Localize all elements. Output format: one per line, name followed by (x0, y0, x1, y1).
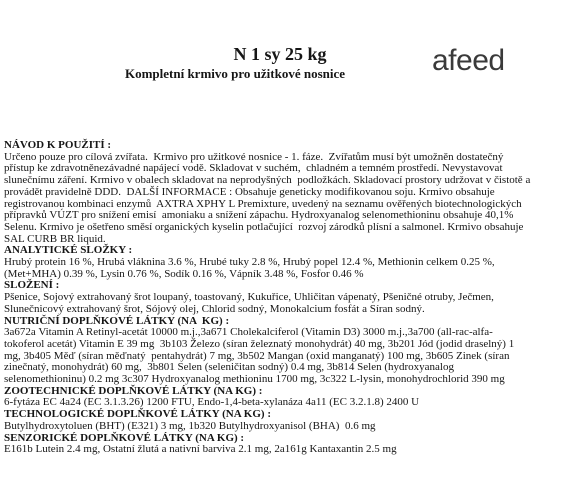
nutritional-line: mg, 3b405 Měď (síran měďnatý pentahydrát) 7 mg, 3b502 Mangan (oxid manganatý) 100 mg, 3b605 Zinek (síran (4, 349, 510, 362)
sensory-line: E161b Lutein 2.4 mg, Ostatní žlutá a nativní barviva 2.1 mg, 2a161g Kantaxantin 2.5 mg (4, 443, 397, 456)
usage-heading: NÁVOD K POUŽITÍ : (4, 139, 112, 151)
usage-section (4, 140, 570, 245)
usage-line: SAL CURB BR liquid. (4, 232, 106, 245)
usage-line: slunečnímu záření. Krmivo v obalech skladovat na neprodyšných podložkách. Skladovací prostory udržovat v čistotě a (4, 174, 531, 187)
nutritional-heading: NUTRIČNÍ DOPLŇKOVÉ LÁTKY (NA KG) : (4, 314, 230, 327)
product-subtitle: Kompletní krmivo pro užitkové nosnice (124, 66, 346, 81)
sensory-section (4, 433, 570, 456)
usage-line: přípravků VÚZT pro snížení emisí amoniaku a snížení zápachu. Hydroxyanalog selenomethioninu obsahuje 40,1% (4, 209, 514, 222)
usage-line: Určeno pouze pro cílová zvířata. Krmivo pro užitkové nosnice - 1. fáze. Zvířatům musí být umožněn dostatečný (4, 150, 504, 163)
analytical-line: Hrubý protein 16 %, Hrubá vláknina 3.6 %, Hrubé tuky 2.8 %, Hrubý popel 12.4 %, Methionin celkem 0.25 %, (4, 256, 495, 269)
analytical-heading: ANALYTICKÉ SLOŽKY : (4, 244, 133, 257)
composition-section (4, 280, 570, 315)
usage-line: Selenu. Krmivo je ošetřeno směsí organických kyselin potlačující rozvoj zárodků plísní a salmonel. Krmivo obsahuje (4, 220, 524, 233)
zootechnical-section (4, 386, 570, 409)
composition-heading: SLOŽENÍ : (4, 279, 60, 292)
analytical-line: (Met+MHA) 0.39 %, Lysin 0.76 %, Sodík 0.16 %, Vápník 3.48 %, Fosfor 0.46 % (4, 267, 364, 280)
afeed-logo: afeed (432, 44, 505, 77)
label-body (4, 140, 570, 456)
technological-section (4, 409, 570, 432)
nutritional-line: 3a672a Vitamin A Retinyl-acetát 10000 m.j.,3a671 Cholekalciferol (Vitamin D3) 3000 m.j.,3a700 (all-rac-alfa- (4, 326, 493, 339)
product-title: N 1 sy 25 kg (233, 44, 327, 64)
composition-line: Pšenice, Sojový extrahovaný šrot loupaný, toastovaný, Kukuřice, Uhličitan vápenatý, Pšeničné otruby, Ječmen, (4, 291, 494, 304)
composition-line: Slunečnicový extrahovaný šrot, Sójový olej, Chlorid sodný, Monokalcium fosfát a Síran sodný. (4, 302, 425, 315)
analytical-section (4, 245, 570, 280)
zootechnical-line: 6-fytáza EC 4a24 (EC 3.1.3.26) 1200 FTU, Endo-1,4-beta-xylanáza 4a11 (EC 3.2.1.8) 2400 U (4, 396, 420, 409)
nutritional-section (4, 316, 570, 386)
nutritional-line: selenomethioninu) 0.2 mg 3c307 Hydroxyanalog methioninu 1700 mg, 3c322 L-lysin, monohydrochlorid 390 mg (4, 373, 505, 386)
technological-heading: TECHNOLOGICKÉ DOPLŇKOVÉ LÁTKY (NA KG) : (4, 408, 271, 421)
nutritional-line: zinečnatý, monohydrát) 60 mg, 3b801 Selen (seleničitan sodný) 0.4 mg, 3b814 Selen (hydroxyanalog (4, 361, 454, 374)
nutritional-line: tokoferol acetát) Vitamin E 39 mg 3b103 Železo (síran železnatý monohydrát) 40 mg, 3b201 Jód (jodid draselný) 1 (4, 337, 515, 350)
technological-line: Butylhydroxytoluen (BHT) (E321) 3 mg, 1b320 Butylhydroxyanisol (BHA) 0.6 mg (4, 419, 376, 432)
sensory-heading: SENZORICKÉ DOPLŇKOVÉ LÁTKY (NA KG) : (4, 431, 245, 444)
usage-line: provádět pravidelně DDD. DALŠÍ INFORMACE : Obsahuje geneticky modifikovanou soju. Krmivo obsahuje (4, 185, 495, 198)
usage-line: přístup ke zdravotněnezávadné napájecí vodě. Skladovat v suchém, chladném a temném prostředí. Nevystavovat (4, 162, 503, 175)
zootechnical-heading: ZOOTECHNICKÉ DOPLŇKOVÉ LÁTKY (NA KG) : (4, 384, 263, 397)
usage-line: registrovanou kombinaci enzymů AXTRA XPHY L Premixture, uvedený na seznamu ověřených biotechnologických (4, 197, 522, 210)
